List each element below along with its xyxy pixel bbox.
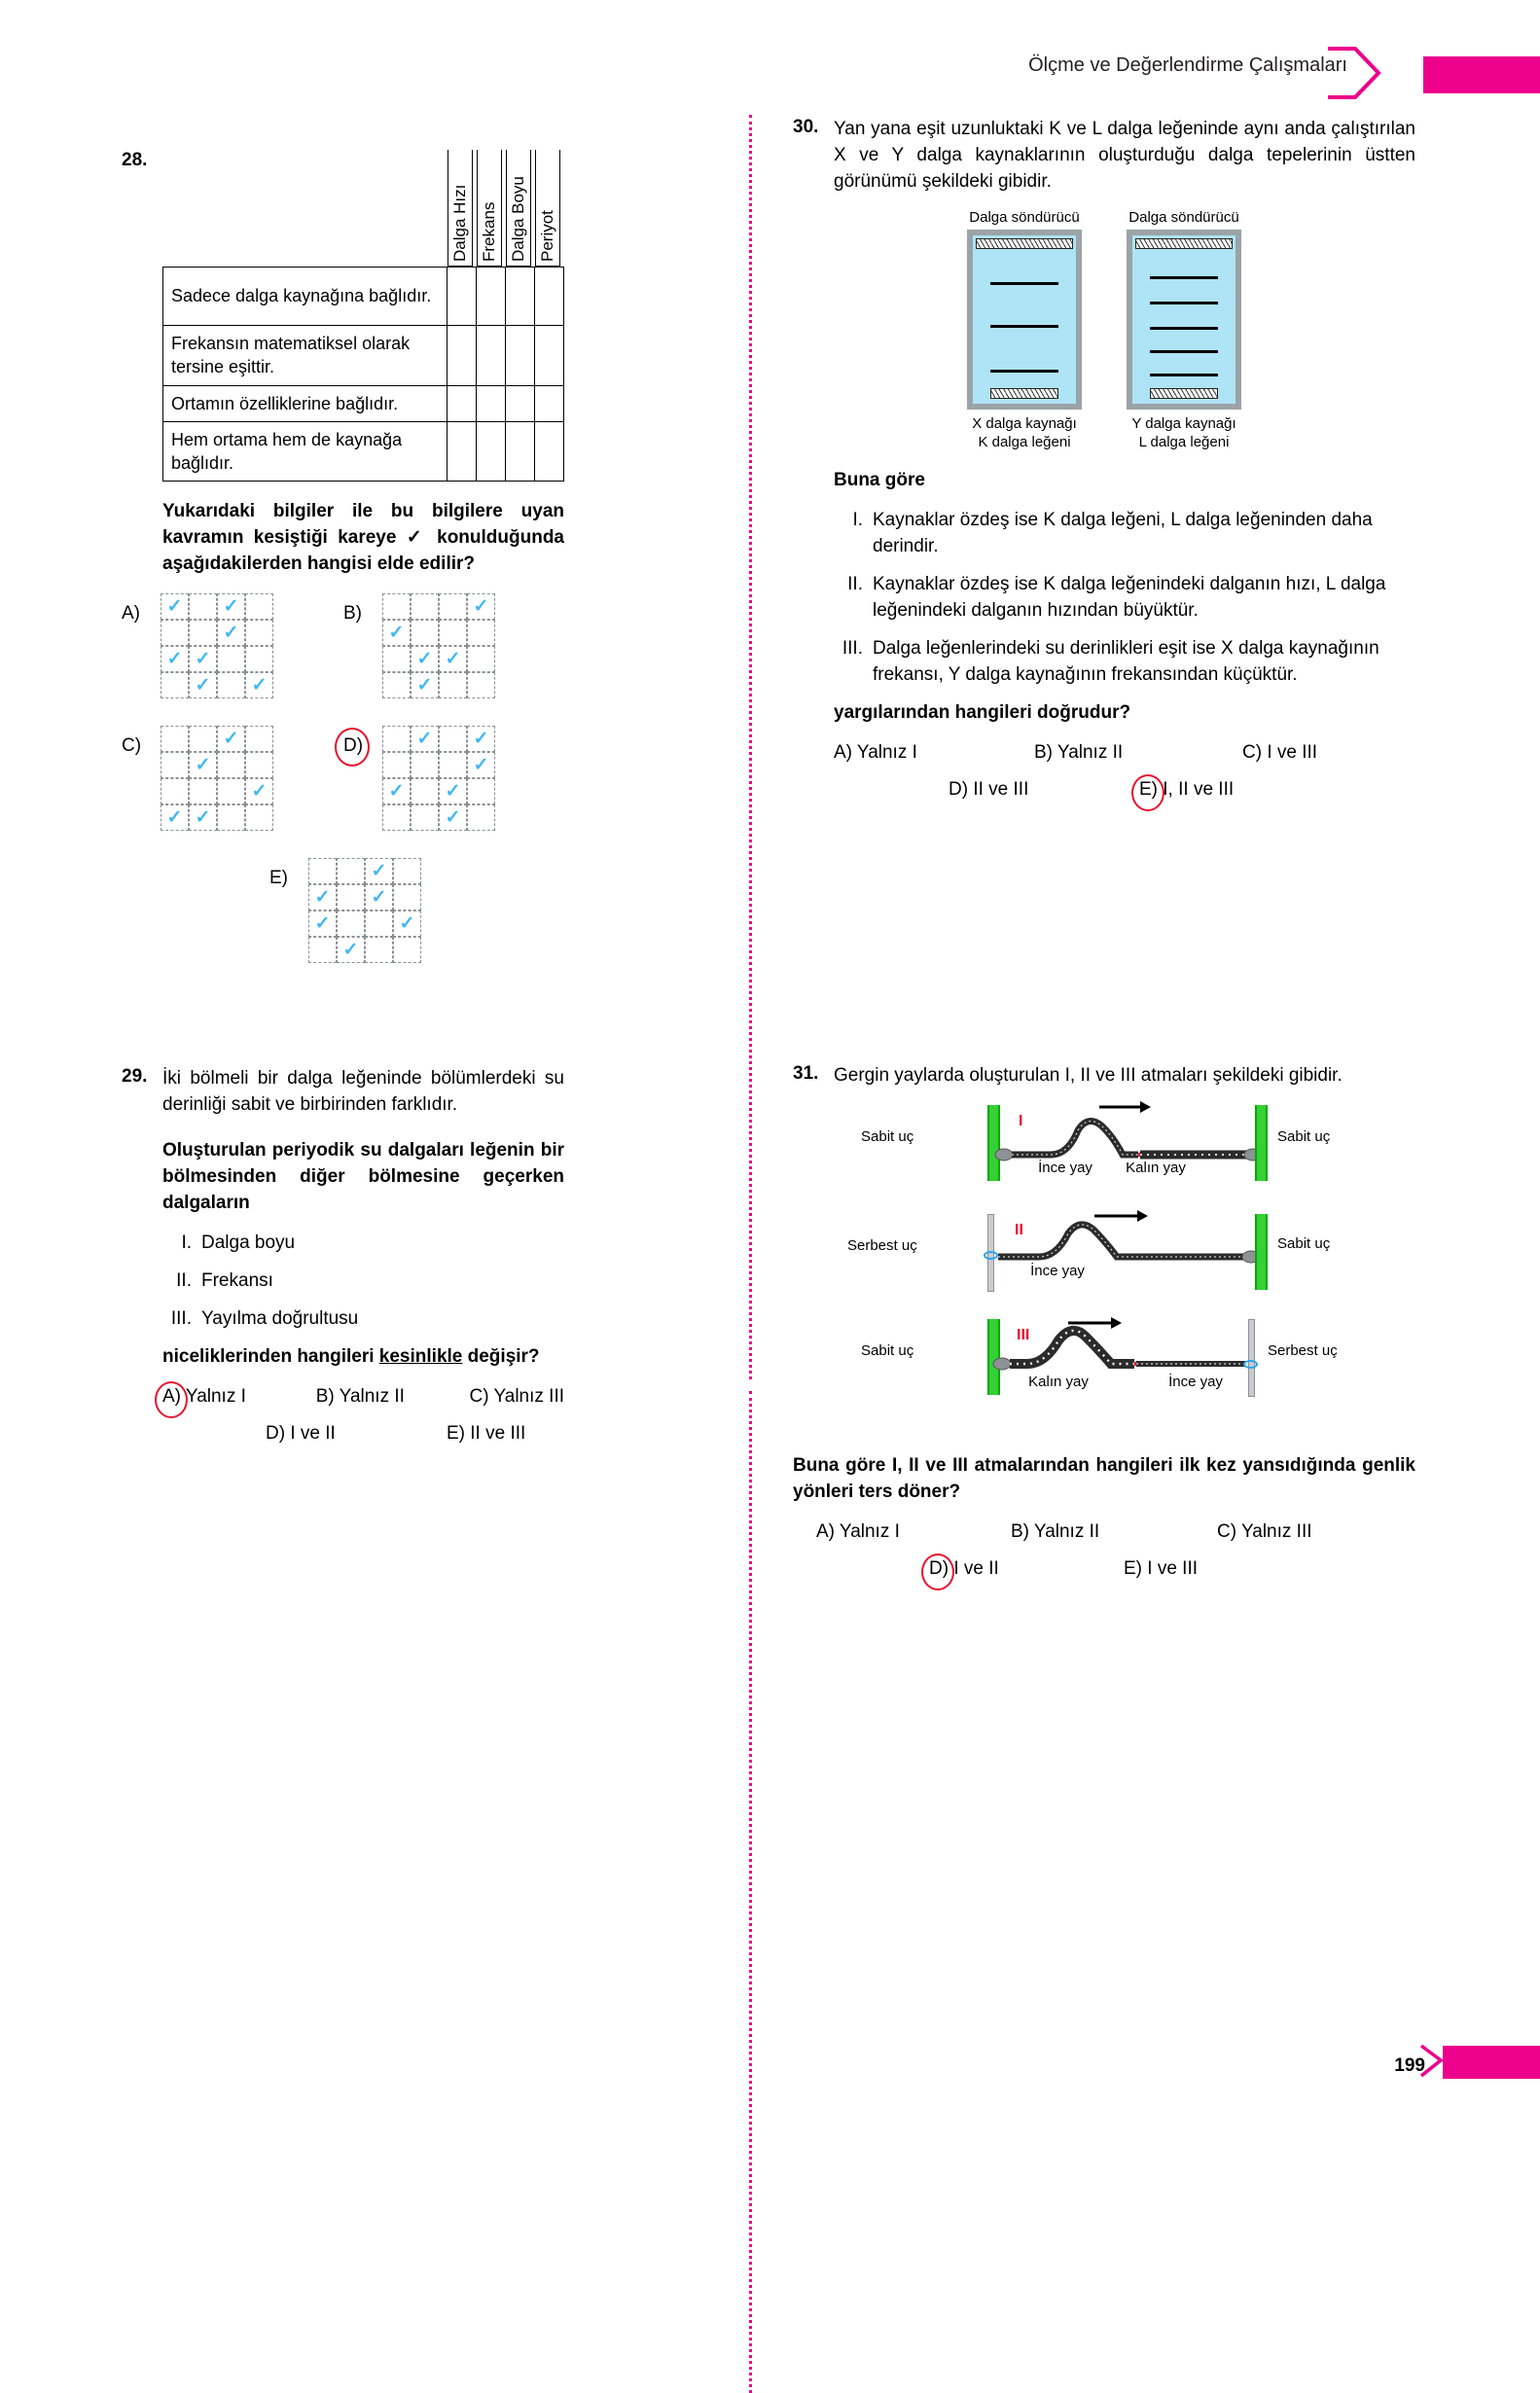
q29-answer-C[interactable]: [470, 1386, 565, 1408]
question-28-number: 28.: [122, 150, 148, 170]
grid-cell[interactable]: [467, 593, 495, 620]
grid-cell[interactable]: [411, 752, 439, 778]
grid-cell[interactable]: [245, 804, 273, 831]
grid-cell[interactable]: [467, 752, 495, 778]
grid-cell[interactable]: [411, 593, 439, 620]
grid-cell[interactable]: [467, 778, 495, 804]
cell-r4c2[interactable]: [477, 421, 506, 482]
wave-tank-L: [1127, 209, 1241, 452]
check-icon: ✓: [473, 729, 489, 750]
grid-cell[interactable]: [382, 620, 411, 646]
cell-r1c4[interactable]: [535, 268, 564, 326]
grid-cell[interactable]: [382, 752, 411, 778]
tank-L-top-label: Dalga söndürücü: [1128, 208, 1239, 226]
q30-answer-B-label: B) Yalnız II: [1034, 741, 1124, 763]
option-A[interactable]: [122, 593, 343, 698]
question-30-answers-row-2: [949, 779, 1415, 801]
wave-crest: [1150, 276, 1218, 279]
wave-source-icon: [990, 388, 1058, 399]
check-icon: ✓: [314, 887, 331, 909]
row-III-right-end-label: Serbest uç: [1268, 1341, 1338, 1359]
q30-answer-E-label: E) I, II ve III: [1139, 778, 1235, 800]
question-29-number: 29.: [122, 1066, 148, 1088]
table-row: [163, 421, 564, 482]
grid-cell[interactable]: [411, 672, 439, 698]
grid-cell[interactable]: [161, 672, 189, 698]
check-icon: ✓: [416, 675, 433, 696]
question-28-options-row-3: [269, 858, 564, 963]
grid-cell[interactable]: [161, 752, 189, 778]
cell-r2c1[interactable]: [448, 326, 477, 386]
wave-crest: [1150, 327, 1218, 330]
q29-answer-D-label: D) I ve II: [266, 1423, 336, 1445]
question-29: [122, 1066, 564, 1445]
tank-K-name-label: K dalga leğeni: [978, 434, 1071, 451]
check-icon: ✓: [371, 887, 387, 909]
list-item: [162, 1268, 564, 1295]
check-icon: ✓: [473, 755, 489, 776]
item-num: II.: [847, 573, 863, 594]
grid-cell[interactable]: [189, 620, 217, 646]
grid-cell[interactable]: [161, 726, 189, 752]
row-III-spring-left-label: Kalın yay: [1028, 1373, 1089, 1390]
item-text: Kaynaklar özdeş ise K dalga leğenindeki dalganın hızı, L dalga leğenindeki dalganın hızından büyüktür.: [873, 573, 1386, 621]
col-header-dalga-hizi: Dalga Hızı: [448, 150, 473, 267]
question-30-question: yargılarından hangileri doğrudur?: [834, 701, 1131, 723]
tank-L-source-label: Y dalga kaynağı: [1131, 414, 1236, 432]
free-end-ring-icon: [1243, 1360, 1258, 1369]
wave-crest: [1150, 302, 1218, 304]
question-28-table: [162, 150, 564, 482]
column-divider-top: [749, 115, 752, 1379]
q29-answer-A[interactable]: [162, 1386, 316, 1408]
grid-cell[interactable]: [189, 672, 217, 698]
list-item: [162, 1306, 564, 1333]
question-30-answers-row-1: [834, 742, 1415, 764]
list-item: [834, 636, 1415, 689]
q29-answer-A-label: A) Yalnız I: [162, 1386, 246, 1408]
grid-cell[interactable]: [382, 778, 411, 804]
cell-r4c3[interactable]: [506, 421, 535, 482]
cell-r2c2[interactable]: [477, 326, 506, 386]
list-item: [162, 1231, 564, 1257]
option-C[interactable]: [122, 726, 343, 831]
spring-row-II: [793, 1208, 1415, 1317]
item-text: Kaynaklar özdeş ise K dalga leğeni, L dalga leğeninden daha derindir.: [873, 509, 1373, 556]
grid-cell[interactable]: [245, 726, 273, 752]
grid-cell[interactable]: [439, 646, 467, 672]
grid-cell[interactable]: [245, 778, 273, 804]
grid-cell[interactable]: [217, 778, 245, 804]
q29-answer-D[interactable]: [266, 1423, 447, 1445]
grid-cell[interactable]: [189, 646, 217, 672]
spring-row-III: [793, 1317, 1415, 1426]
option-B-grid[interactable]: [382, 593, 495, 698]
item-num: III.: [842, 637, 863, 659]
grid-cell[interactable]: [382, 593, 411, 620]
row-III-roman-label: III: [1017, 1326, 1030, 1343]
grid-cell[interactable]: [189, 726, 217, 752]
check-icon: ✓: [166, 596, 183, 618]
option-D-grid[interactable]: [382, 726, 495, 831]
cell-r4c1[interactable]: [448, 421, 477, 482]
grid-cell[interactable]: [411, 620, 439, 646]
option-B-letter: B): [343, 603, 362, 625]
wave-source-icon: [1150, 388, 1218, 399]
row-I-roman-label: I: [1019, 1112, 1023, 1129]
question-29-question: [162, 1344, 564, 1371]
grid-cell[interactable]: [245, 620, 273, 646]
question-31-number: 31.: [793, 1062, 819, 1084]
tank-L-bottom-labels: [1127, 414, 1241, 452]
check-icon: ✓: [388, 623, 405, 644]
q31-answer-D-label: D) I ve II: [929, 1557, 999, 1579]
question-29-answers-row-2: [266, 1423, 564, 1445]
table-header-row: [163, 150, 564, 268]
grid-cell[interactable]: [337, 884, 365, 911]
option-A-letter: A): [122, 603, 140, 625]
cell-r2c4[interactable]: [535, 326, 564, 386]
table-row: [163, 385, 564, 421]
grid-cell[interactable]: [308, 911, 337, 937]
q29-question-underlined: kesinlikle: [378, 1346, 463, 1368]
grid-cell[interactable]: [439, 752, 467, 778]
grid-cell[interactable]: [365, 911, 393, 937]
grid-cell[interactable]: [365, 937, 393, 963]
grid-cell[interactable]: [467, 672, 495, 698]
spring-II-graphic: [992, 1210, 1323, 1304]
q29-answer-B[interactable]: [316, 1386, 470, 1408]
check-icon: ✓: [371, 861, 387, 882]
cell-r3c2[interactable]: [477, 385, 506, 421]
list-item: [834, 572, 1415, 625]
tank-K-top-label: Dalga söndürücü: [969, 208, 1080, 226]
item-text: Dalga leğenlerindeki su derinlikleri eşit ise X dalga kaynağının frekansı, Y dalga kaynağının frekansından küçüktür.: [873, 637, 1379, 685]
row-label-2: Frekansın matematiksel olarak tersine eşittir.: [163, 326, 448, 386]
grid-cell[interactable]: [393, 858, 421, 884]
row-II-left-end-label: Serbest uç: [847, 1236, 917, 1254]
option-D[interactable]: [343, 726, 495, 831]
wave-crest: [990, 282, 1058, 285]
header-accent-block: [1423, 56, 1540, 93]
q31-answer-A-label: A) Yalnız I: [816, 1520, 900, 1542]
grid-cell[interactable]: [382, 804, 411, 831]
cell-r2c3[interactable]: [506, 326, 535, 386]
option-D-letter: [343, 726, 382, 757]
grid-cell[interactable]: [411, 804, 439, 831]
footer-accent-block: [1443, 2046, 1540, 2079]
check-icon: ✓: [251, 675, 268, 696]
row-label-4: Hem ortama hem de kaynağa bağlıdır.: [163, 421, 448, 482]
item-text: Yayılma doğrultusu: [201, 1308, 359, 1330]
grid-cell[interactable]: [393, 937, 421, 963]
question-31: [793, 1063, 1415, 1580]
question-31-answers-row-2: [929, 1558, 1415, 1580]
grid-cell[interactable]: [382, 726, 411, 752]
check-icon: ✓: [416, 729, 433, 750]
item-text: Frekansı: [201, 1270, 273, 1292]
tank-L-body: [1127, 230, 1241, 410]
check-icon: ✓: [314, 913, 331, 935]
item-num: III.: [170, 1308, 192, 1330]
q29-answer-B-label: B) Yalnız II: [315, 1386, 405, 1408]
grid-cell[interactable]: [411, 726, 439, 752]
q30-answer-D[interactable]: [949, 779, 1139, 801]
wave-crest: [1150, 350, 1218, 353]
cell-r4c4[interactable]: [535, 421, 564, 482]
question-29-items: [162, 1231, 564, 1333]
question-29-answers-row-1: [162, 1386, 564, 1408]
question-28: [122, 150, 564, 963]
wave-crest: [990, 325, 1058, 328]
grid-cell[interactable]: [161, 646, 189, 672]
grid-cell[interactable]: [439, 804, 467, 831]
grid-cell[interactable]: [245, 672, 273, 698]
grid-cell[interactable]: [189, 752, 217, 778]
q30-answer-C-label: C) I ve III: [1242, 741, 1318, 763]
correct-answer-circle-q30: [1131, 774, 1164, 811]
grid-cell[interactable]: [217, 646, 245, 672]
q31-answer-D[interactable]: [929, 1558, 1124, 1580]
grid-cell[interactable]: [365, 858, 393, 884]
question-31-intro: Gergin yaylarda oluşturulan I, II ve III atmaları şekildeki gibidir.: [834, 1064, 1343, 1086]
page-number: 199: [1394, 2055, 1425, 2076]
right-column: [793, 117, 1415, 1580]
check-icon: ✓: [473, 596, 489, 618]
question-28-options-row-2: [122, 726, 564, 831]
check-icon: ✓: [195, 755, 211, 776]
question-30-items: [834, 508, 1415, 689]
question-31-answers-row-1: [816, 1521, 1415, 1543]
option-C-letter: C): [122, 735, 142, 757]
question-30-intro: Yan yana eşit uzunluktaki K ve L dalga leğeninde aynı anda çalıştırılan X ve Y dalga kaynaklarının oluşturduğu dalga tepelerinin üstten görünümü şekildeki gibidir.: [834, 119, 1415, 192]
check-icon: ✓: [399, 913, 415, 935]
option-B[interactable]: [343, 593, 495, 698]
wave-tank-K: [967, 209, 1082, 452]
option-A-grid[interactable]: [161, 593, 273, 698]
free-end-pole-icon: [1248, 1319, 1255, 1397]
tank-K-bottom-labels: [967, 414, 1082, 452]
fixed-wall-icon: [1255, 1214, 1268, 1290]
fixed-wall-icon: [1255, 1105, 1268, 1181]
grid-cell[interactable]: [439, 726, 467, 752]
item-text: Dalga boyu: [201, 1232, 296, 1254]
question-30: [793, 117, 1415, 801]
row-I-spring-right-label: Kalın yay: [1126, 1159, 1186, 1176]
q30-answer-E[interactable]: [1139, 779, 1234, 801]
correct-answer-circle-q29: [155, 1381, 188, 1418]
cell-r1c3[interactable]: [506, 268, 535, 326]
grid-cell[interactable]: [393, 884, 421, 911]
grid-cell[interactable]: [439, 778, 467, 804]
option-E-grid[interactable]: [308, 858, 421, 963]
question-28-table-wrap: [162, 150, 564, 482]
cell-r3c4[interactable]: [535, 385, 564, 421]
grid-cell[interactable]: [189, 804, 217, 831]
grid-cell[interactable]: [308, 858, 337, 884]
q30-answer-A[interactable]: [834, 742, 1034, 764]
row-I-left-end-label: Sabit uç: [861, 1127, 914, 1145]
grid-cell[interactable]: [308, 884, 337, 911]
column-divider-bottom: [749, 1391, 752, 2393]
check-icon: ✓: [251, 781, 268, 803]
grid-cell[interactable]: [217, 593, 245, 620]
grid-cell[interactable]: [161, 620, 189, 646]
grid-cell[interactable]: [382, 672, 411, 698]
q31-answer-C[interactable]: [1217, 1521, 1312, 1543]
q29-answer-C-label: C) Yalnız III: [469, 1386, 564, 1408]
page-header: [0, 51, 1540, 109]
grid-cell[interactable]: [245, 752, 273, 778]
grid-cell[interactable]: [467, 726, 495, 752]
check-icon: ✓: [166, 649, 183, 670]
wave-absorber-icon: [1135, 238, 1233, 249]
grid-cell[interactable]: [189, 778, 217, 804]
question-30-lead: Buna göre: [834, 469, 925, 490]
grid-cell[interactable]: [411, 646, 439, 672]
check-icon: ✓: [445, 807, 461, 829]
q30-answer-C[interactable]: [1242, 742, 1317, 764]
grid-cell[interactable]: [217, 620, 245, 646]
check-icon: ✓: [223, 596, 239, 618]
grid-cell[interactable]: [382, 646, 411, 672]
grid-cell[interactable]: [439, 620, 467, 646]
row-II-roman-label: II: [1015, 1221, 1023, 1238]
tank-K-body: [967, 230, 1082, 410]
grid-cell[interactable]: [393, 911, 421, 937]
grid-cell[interactable]: [411, 778, 439, 804]
correct-answer-circle-q31: [921, 1554, 954, 1590]
grid-cell[interactable]: [467, 646, 495, 672]
grid-cell[interactable]: [337, 911, 365, 937]
q29-question-post: değişir?: [462, 1346, 540, 1368]
row-II-right-end-label: Sabit uç: [1277, 1234, 1331, 1252]
list-item: [834, 508, 1415, 560]
spring-I-graphic: [992, 1101, 1323, 1195]
row-I-spring-left-label: İnce yay: [1038, 1159, 1092, 1176]
tank-K-source-label: X dalga kaynağı: [972, 414, 1077, 432]
grid-cell[interactable]: [161, 778, 189, 804]
check-icon: ✓: [388, 781, 405, 803]
row-label-1: Sadece dalga kaynağına bağlıdır.: [163, 268, 448, 326]
q31-answer-B-label: B) Yalnız II: [1011, 1520, 1100, 1542]
q29-question-pre: niceliklerinden hangileri: [162, 1346, 379, 1368]
grid-cell[interactable]: [245, 646, 273, 672]
option-D-letter-text: D): [343, 735, 364, 757]
question-30-figure: [793, 209, 1415, 452]
check-icon: ✓: [223, 729, 239, 750]
q29-answer-E[interactable]: [447, 1423, 525, 1445]
grid-cell[interactable]: [217, 752, 245, 778]
check-icon: ✓: [445, 649, 461, 670]
grid-cell[interactable]: [337, 858, 365, 884]
grid-cell[interactable]: [365, 884, 393, 911]
check-icon: ✓: [342, 940, 359, 961]
grid-cell[interactable]: [337, 937, 365, 963]
row-III-spring-right-label: İnce yay: [1168, 1373, 1223, 1390]
q29-answer-E-label: E) II ve III: [447, 1423, 526, 1445]
left-column: [122, 117, 564, 1445]
grid-cell[interactable]: [467, 620, 495, 646]
table-row: [163, 326, 564, 386]
spring-row-I: [793, 1099, 1415, 1208]
item-num: I.: [181, 1232, 192, 1254]
cell-r1c2[interactable]: [477, 268, 506, 326]
q31-answer-E[interactable]: [1124, 1558, 1198, 1580]
q30-answer-B[interactable]: [1034, 742, 1242, 764]
option-C-grid[interactable]: [161, 726, 273, 831]
item-num: II.: [176, 1270, 192, 1292]
q31-answer-A[interactable]: [816, 1521, 1011, 1543]
question-31-figure: [793, 1099, 1415, 1426]
grid-cell[interactable]: [467, 804, 495, 831]
col-header-frekans: Frekans: [477, 150, 502, 267]
wave-absorber-icon: [976, 238, 1073, 249]
option-E[interactable]: [269, 858, 421, 963]
row-II-spring-left-label: İnce yay: [1030, 1262, 1085, 1279]
check-icon: ✓: [416, 649, 433, 670]
grid-cell[interactable]: [217, 804, 245, 831]
q31-answer-C-label: C) Yalnız III: [1217, 1520, 1312, 1542]
grid-cell[interactable]: [161, 804, 189, 831]
row-label-3: Ortamın özelliklerine bağlıdır.: [163, 385, 448, 421]
grid-cell[interactable]: [245, 593, 273, 620]
item-num: I.: [852, 509, 863, 530]
check-icon: ✓: [195, 649, 211, 670]
header-title: Ölçme ve Değerlendirme Çalışmaları: [1028, 54, 1347, 76]
grid-cell[interactable]: [439, 672, 467, 698]
option-E-letter: E): [269, 868, 288, 889]
spring-III-graphic: [992, 1315, 1323, 1409]
grid-cell[interactable]: [308, 937, 337, 963]
grid-cell[interactable]: [439, 593, 467, 620]
question-28-prompt: Yukarıdaki bilgiler ile bu bilgilere uyan kavramın kesiştiği kareye ✓ konulduğunda aşağıdakilerden hangisi elde edilir?: [162, 501, 564, 575]
table-row: [163, 268, 564, 326]
row-III-left-end-label: Sabit uç: [861, 1341, 914, 1359]
q30-answer-A-label: A) Yalnız I: [834, 741, 917, 763]
question-30-number: 30.: [793, 117, 819, 137]
col-header-periyot: Periyot: [535, 150, 560, 267]
q30-answer-D-label: D) II ve III: [949, 778, 1029, 800]
check-icon: ✓: [195, 675, 211, 696]
tank-L-name-label: L dalga leğeni: [1138, 434, 1230, 451]
grid-cell[interactable]: [217, 672, 245, 698]
check-icon: ✓: [195, 807, 211, 829]
q31-answer-E-label: E) I ve III: [1124, 1557, 1199, 1579]
col-header-dalga-boyu: Dalga Boyu: [506, 150, 531, 267]
grid-cell[interactable]: [189, 593, 217, 620]
wave-crest: [990, 370, 1058, 373]
check-icon: ✓: [445, 781, 461, 803]
question-31-question: Buna göre I, II ve III atmalarından hangileri ilk kez yansıdığında genlik yönleri ters döner?: [793, 1454, 1415, 1502]
grid-cell[interactable]: [217, 726, 245, 752]
question-29-intro: İki bölmeli bir dalga leğeninde bölümlerdeki su derinliği sabit ve birbirinden farklıdır.: [162, 1068, 564, 1116]
cell-r1c1[interactable]: [448, 268, 477, 326]
row-I-right-end-label: Sabit uç: [1277, 1127, 1331, 1145]
cell-r3c1[interactable]: [448, 385, 477, 421]
wave-crest: [1150, 374, 1218, 376]
question-29-stem: Oluşturulan periyodik su dalgaları leğenin bir bölmesinden diğer bölmesine geçerken dalgaların: [162, 1140, 564, 1214]
check-icon: ✓: [223, 623, 239, 644]
q31-answer-B[interactable]: [1011, 1521, 1217, 1543]
check-icon: ✓: [166, 807, 183, 829]
header-arrow-icon: [1326, 45, 1384, 101]
cell-r3c3[interactable]: [506, 385, 535, 421]
question-28-options-row-1: [122, 593, 564, 698]
grid-cell[interactable]: [161, 593, 189, 620]
